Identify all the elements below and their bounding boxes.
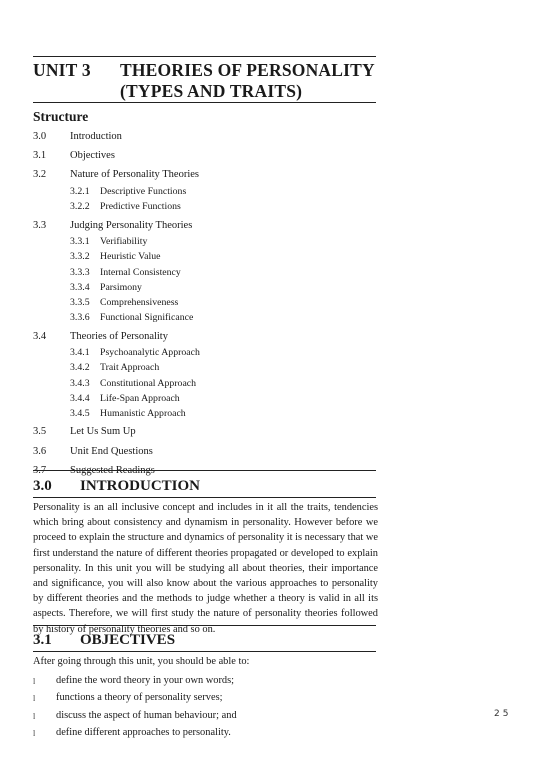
toc-item-label: Parsimony [100,281,142,293]
toc-item-number: 3.5 [33,426,47,438]
toc-item-label: Theories of Personality [70,330,168,342]
toc-item-number: 3.3.5 [70,296,90,308]
toc-item-number: 3.4.4 [70,392,90,404]
toc-item-label: Functional Significance [100,312,194,324]
toc-item-label: Nature of Personality Theories [70,169,199,181]
toc-item-label: Psychoanalytic Approach [100,347,200,359]
toc-item-number: 3.2.1 [70,185,90,197]
toc-item-number: 3.7 [33,464,47,476]
bullet-marker: l [33,694,36,704]
toc-rule [33,470,376,471]
structure-heading: Structure [33,109,89,124]
toc-item-number: 3.0 [33,131,47,142]
title-rule [33,102,376,103]
objective-text: define the word theory in your own words; [56,675,235,686]
toc-item-label: Humanistic Approach [100,407,186,419]
objective-text: discuss the aspect of human behaviour; and [56,709,237,721]
bullet-marker: l [33,728,36,738]
toc-item-label: Internal Consistency [100,266,181,278]
toc-item-number: 3.4.5 [70,407,90,419]
toc-item-number: 3.4.3 [70,377,90,389]
toc-item-number: 3.4.2 [70,362,90,374]
unit-title-line2: (TYPES AND TRAITS) [120,81,303,101]
toc-item-label: Descriptive Functions [100,185,187,197]
toc-item-label: Constitutional Approach [100,377,197,389]
unit-number: UNIT 3 [33,60,91,80]
introduction-rule [33,497,376,498]
introduction-paragraph: Personality is an all inclusive concept and includes in it all the traits, tendencies which bring about consistency and dynamism in personality. However before we proceed to explain the structure and dynamics of personality it is necessary that we first understand the nature of different theories propagated or developed to explain personality. In this unit you will be studying all about theories, their importance and significance, you will also know about the various approaches to personality by different theories and the methods to judge whether a theory is valid in all its aspects. Therefore, we will first study the nature of personality theories followed by history of personality theories and so on. [33,502,378,635]
top-rule [33,56,376,57]
toc-item-label: Life-Span Approach [100,392,180,404]
toc-item-number: 3.3 [33,219,47,231]
toc-item-label: Judging Personality Theories [70,219,193,231]
unit-title-line1: THEORIES OF PERSONALITY [120,60,375,80]
bullet-marker: l [33,677,36,686]
toc-item-label: Predictive Functions [100,201,181,213]
toc-item-label: Introduction [70,131,122,142]
toc-item-number: 3.3.2 [70,251,90,263]
toc-item-label: Comprehensiveness [100,296,179,308]
toc-item-number: 3.3.4 [70,281,90,293]
objectives-number: 3.1 [33,632,52,648]
toc-item-number: 3.3.1 [70,236,90,248]
toc-item-number: 3.1 [33,150,47,162]
toc-item-number: 3.3.3 [70,266,90,278]
objectives-top-rule [33,625,376,626]
toc-item-label: Verifiability [100,236,148,248]
toc-item-label: Trait Approach [100,362,160,374]
toc-item-number: 3.4.1 [70,347,90,359]
page-number: 25 [494,709,512,719]
toc-item-label: Suggested Readings [70,464,155,476]
toc-item-label: Objectives [70,150,115,162]
toc-item-number: 3.2.2 [70,201,90,213]
introduction-number: 3.0 [33,478,52,494]
objective-text: functions a theory of personality serves; [56,692,223,704]
toc-item-number: 3.6 [33,445,47,457]
toc-item-number: 3.4 [33,330,47,342]
objectives-title: OBJECTIVES [80,632,176,648]
objectives-rule [33,651,376,652]
toc-item-label: Unit End Questions [70,445,153,457]
introduction-title: INTRODUCTION [80,478,201,494]
toc-item-label: Heuristic Value [100,251,161,263]
bullet-marker: l [33,711,36,721]
objectives-lead: After going through this unit, you should be able to: [33,656,250,667]
toc-item-label: Let Us Sum Up [70,426,136,438]
objective-text: define different approaches to personality. [56,726,231,738]
toc-item-number: 3.2 [33,169,47,181]
toc-item-number: 3.3.6 [70,312,90,324]
